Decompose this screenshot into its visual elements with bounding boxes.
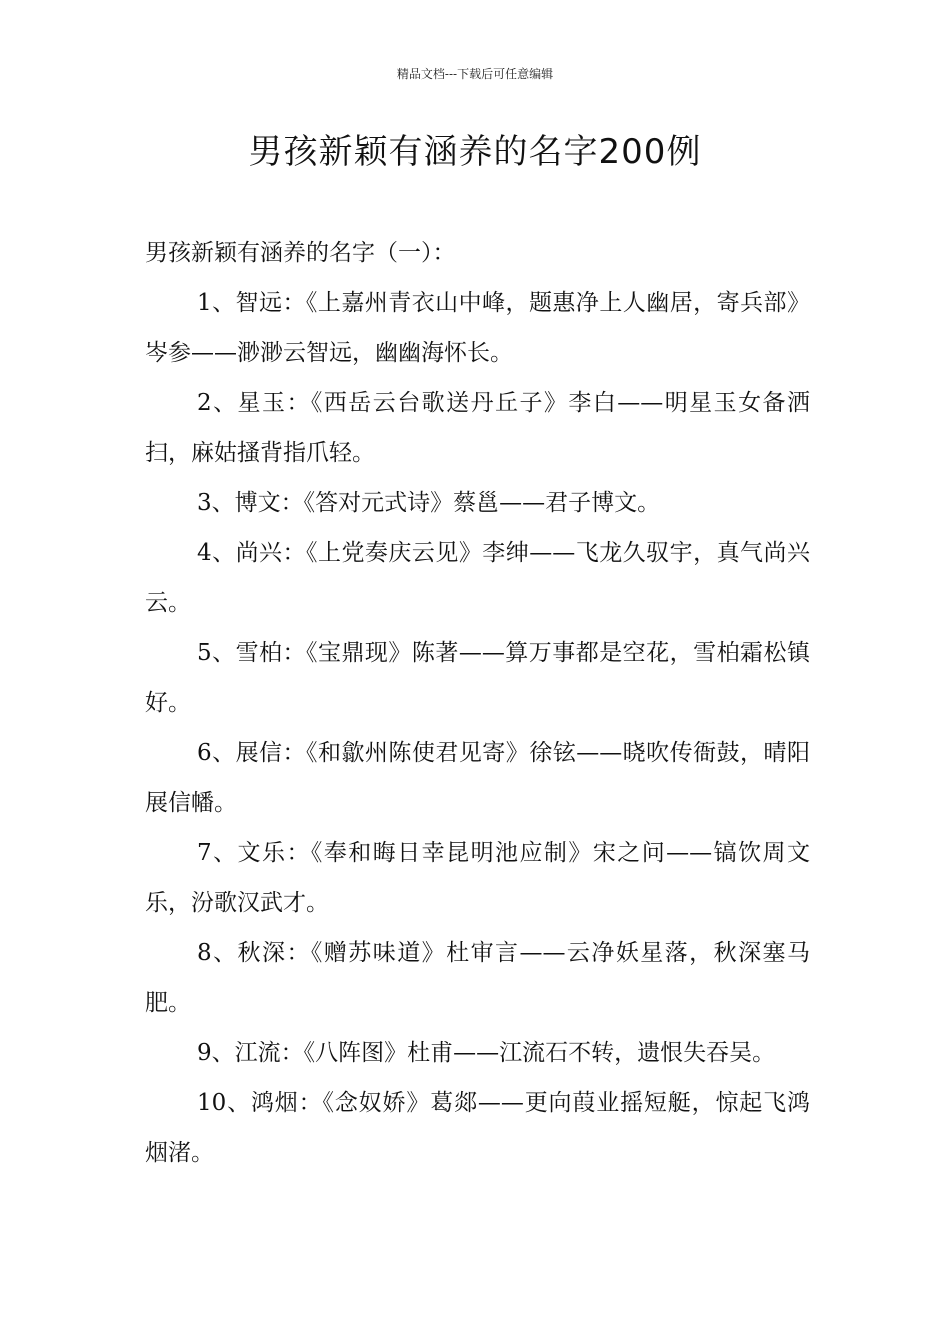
name-entry: 8、秋深：《赠苏味道》杜审言——云净妖星落，秋深塞马肥。	[145, 940, 810, 1016]
section-heading: 男孩新颖有涵养的名字（一）：	[145, 240, 456, 266]
page-header: 精品文档---下载后可任意编辑	[396, 67, 554, 81]
name-entry: 3、博文：《答对元式诗》蔡邕——君子博文。	[197, 490, 661, 516]
document-body	[145, 228, 810, 1178]
name-entry: 2、星玉：《西岳云台歌送丹丘子》李白——明星玉女备洒扫，麻姑搔背指爪轻。	[145, 390, 810, 466]
name-entry: 1、智远：《上嘉州青衣山中峰，题惠净上人幽居，寄兵部》岑参——渺渺云智远，幽幽海怀长。	[145, 290, 810, 366]
name-entry: 10、鸿烟：《念奴娇》葛郯——更向葭业摇短艇，惊起飞鸿烟渚。	[145, 1090, 810, 1166]
name-entry: 9、江流：《八阵图》杜甫——江流石不转，遗恨失吞吴。	[197, 1040, 776, 1066]
name-entry-list	[145, 278, 810, 1178]
name-entry: 7、文乐：《奉和晦日幸昆明池应制》宋之问——镐饮周文乐，汾歌汉武才。	[145, 840, 810, 916]
name-entry: 4、尚兴：《上党奏庆云见》李绅——飞龙久驭宇，真气尚兴云。	[145, 540, 810, 616]
name-entry: 5、雪柏：《宝鼎现》陈著——算万事都是空花，雪柏霜松镇好。	[145, 640, 810, 716]
document-title: 男孩新颖有涵养的名字200例	[248, 132, 702, 172]
name-entry: 6、展信：《和歙州陈使君见寄》徐铉——晓吹传衙鼓，晴阳展信幡。	[145, 740, 810, 816]
